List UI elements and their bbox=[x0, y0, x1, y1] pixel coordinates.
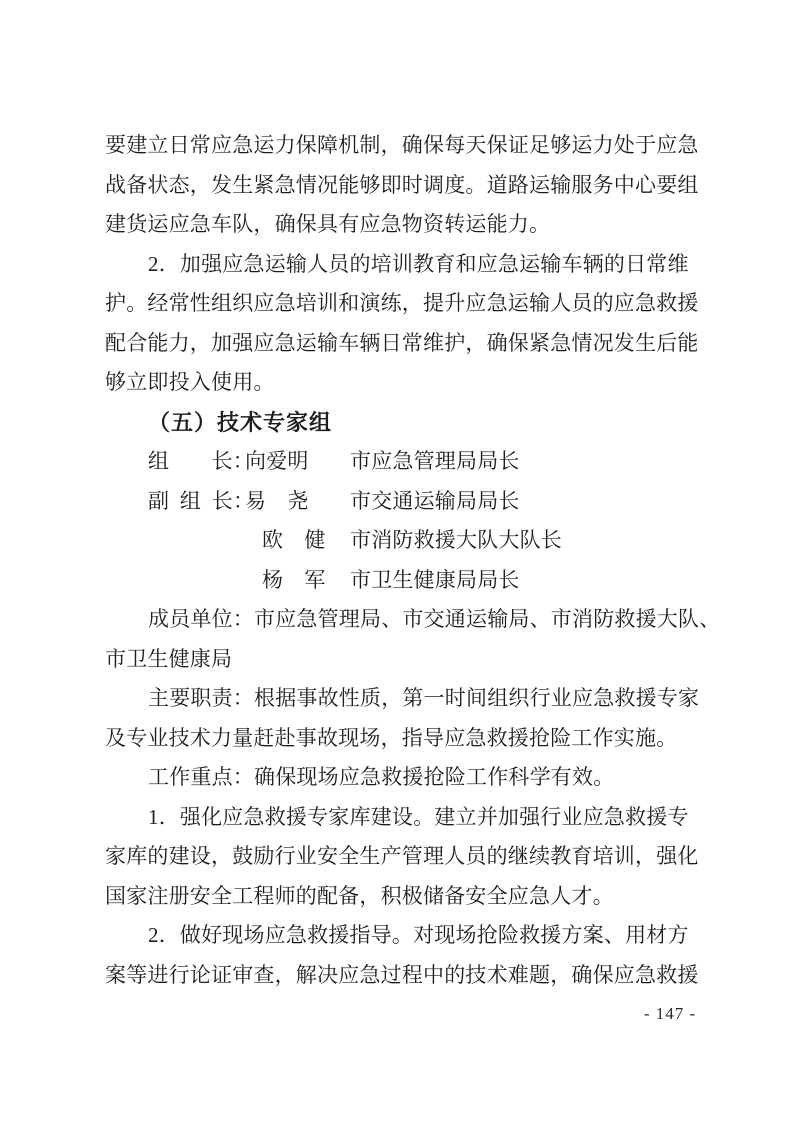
roster-row bbox=[105, 442, 695, 482]
roster-person-title: 市卫生健康局局长 bbox=[350, 567, 520, 592]
text-line: 1．强化应急救援专家库建设。建立并加强行业应急救援专 bbox=[148, 804, 689, 829]
roster-person-name: 易 尧 bbox=[245, 488, 309, 513]
text-line: 家库的建设，鼓励行业安全生产管理人员的继续教育培训，强化 bbox=[105, 844, 699, 868]
roster-person-name: 杨 军 bbox=[262, 567, 326, 592]
page-number: - 147 - bbox=[643, 1004, 697, 1023]
text-line: 2．做好现场应急救援指导。对现场抢险救援方案、用材方 bbox=[148, 923, 689, 947]
roster-person-title: 市应急管理局局长 bbox=[350, 449, 520, 473]
text-line: 及专业技术力量赶赴事故现场，指导应急救援抢险工作实施。 bbox=[105, 725, 678, 750]
page-content bbox=[105, 126, 721, 995]
text-line: 工作重点：确保现场应急救援抢险工作科学有效。 bbox=[148, 765, 615, 789]
text-line: 要建立日常应急运力保障机制，确保每天保证足够运力处于应急 bbox=[105, 133, 699, 157]
roster-person-title: 市交通运输局局长 bbox=[350, 488, 520, 513]
section-heading: （五）技术专家组 bbox=[148, 409, 333, 435]
roster-role-label: 组 长： bbox=[148, 449, 254, 473]
text-line: 案等进行论证审查，解决应急过程中的技术难题，确保应急救援 bbox=[105, 962, 699, 987]
roster-role-label bbox=[148, 561, 245, 601]
roster-role-label: 副 组 长： bbox=[148, 488, 255, 513]
text-line: 成员单位：市应急管理局、市交通运输局、市消防救援大队、 bbox=[148, 607, 721, 631]
roster-row bbox=[105, 482, 695, 522]
text-line: 2．加强应急运输人员的培训教育和应急运输车辆的日常维 bbox=[148, 251, 689, 276]
roster-row bbox=[105, 561, 695, 601]
text-line: 战备状态，发生紧急情况能够即时调度。道路运输服务中心要组 bbox=[105, 172, 699, 197]
roster-person-name: 向爱明 bbox=[245, 449, 309, 473]
roster-person-name: 欧 健 bbox=[262, 528, 326, 552]
text-line: 护。经常性组织应急培训和演练，提升应急运输人员的应急救援 bbox=[105, 291, 699, 315]
text-line: 够立即投入使用。 bbox=[105, 370, 275, 394]
roster-row bbox=[105, 521, 695, 561]
roster-role-label bbox=[148, 521, 245, 561]
text-line: 国家注册安全工程师的配备，积极储备安全应急人才。 bbox=[105, 883, 614, 908]
text-line: 配合能力，加强应急运输车辆日常维护，确保紧急情况发生后能 bbox=[105, 330, 699, 355]
roster-person-title: 市消防救援大队大队长 bbox=[350, 528, 562, 552]
text-line: 主要职责：根据事故性质，第一时间组织行业应急救援专家 bbox=[148, 686, 700, 710]
text-line: 建货运应急车队，确保具有应急物资转运能力。 bbox=[105, 212, 551, 236]
text-line: 市卫生健康局 bbox=[105, 646, 233, 671]
